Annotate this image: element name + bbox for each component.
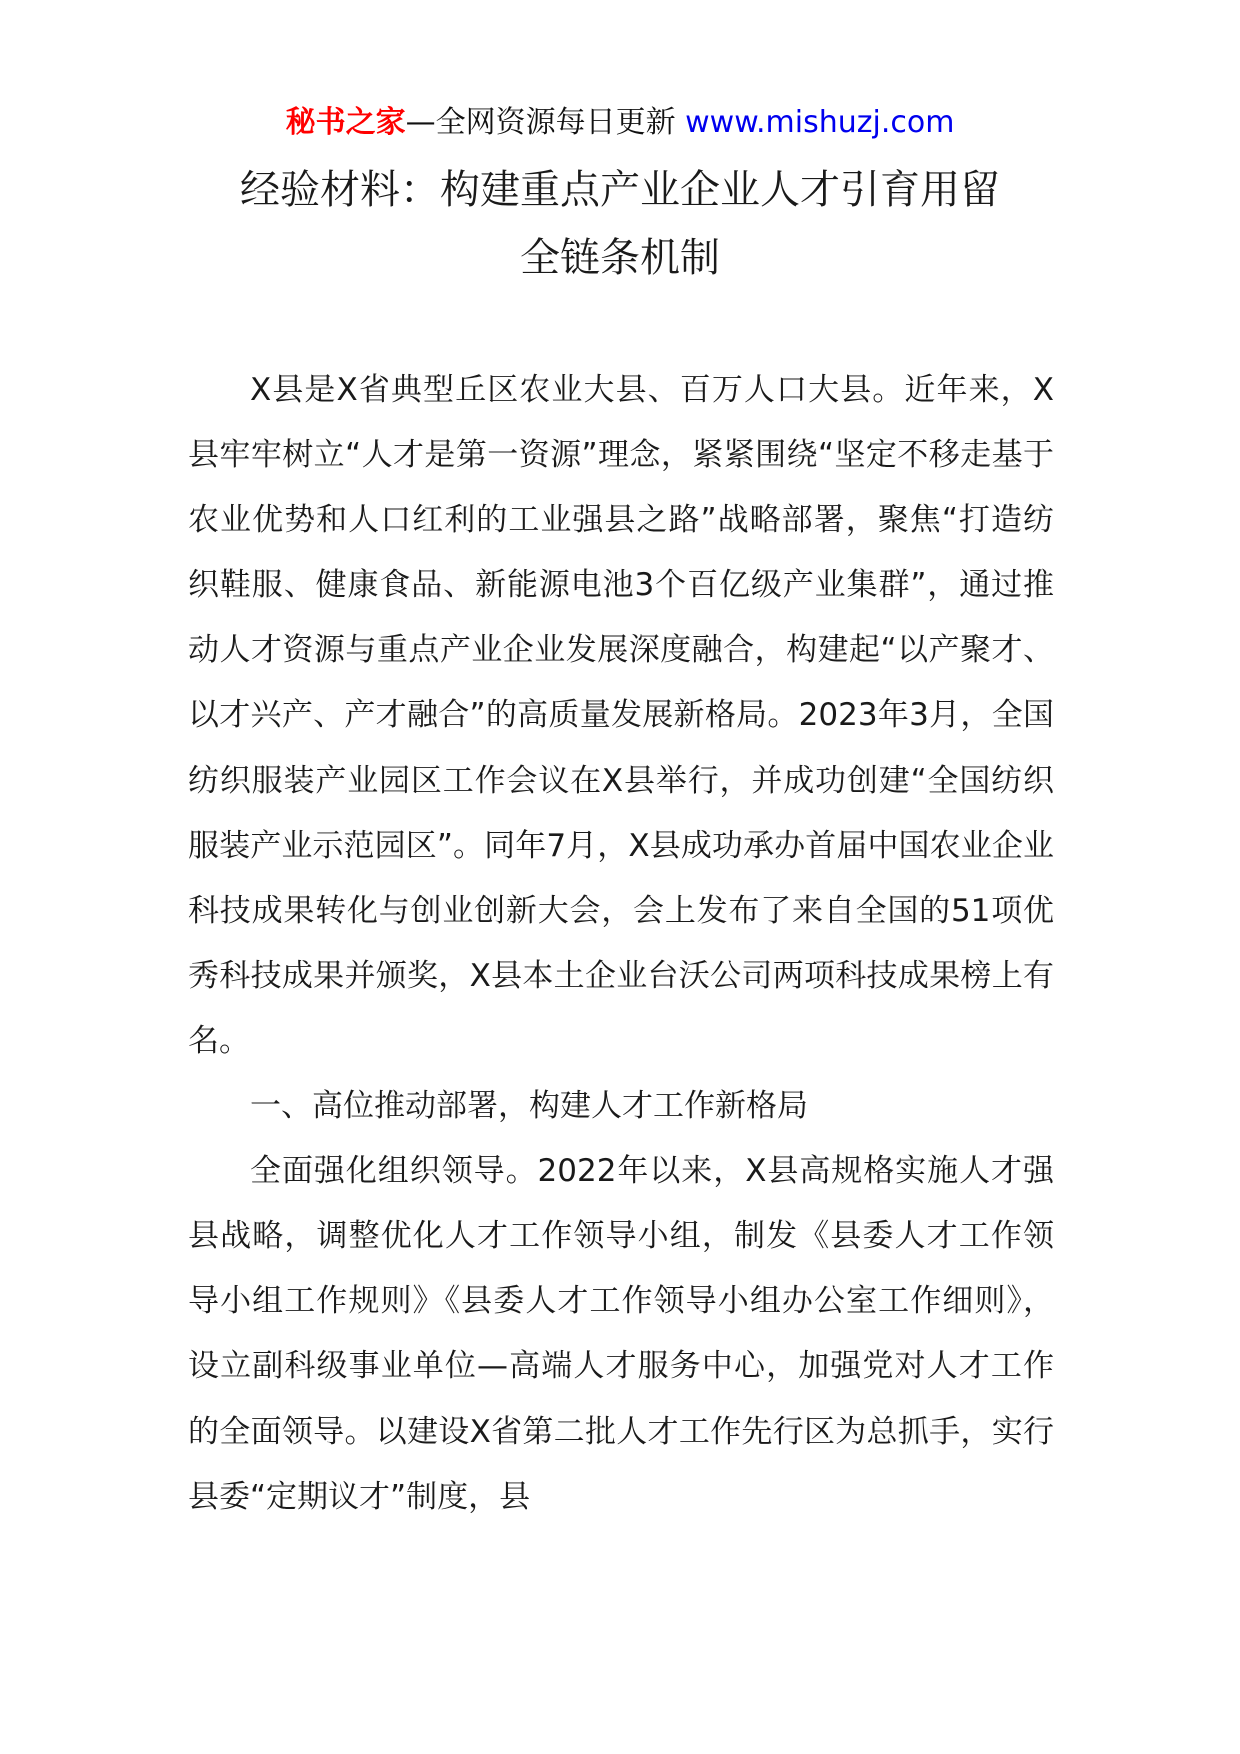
header-slogan: —全网资源每日更新 [405,105,676,140]
document-title-line-1: 经验材料：构建重点产业企业人才引育用留 [240,167,1000,213]
site-header [0,101,1240,145]
intro-paragraph: X县是X省典型丘区农业大县、百万人口大县。近年来，X县牢牢树立“人才是第一资源”理念，紧紧围绕“坚定不移走基于农业优势和人口红利的工业强县之路”战略部署，聚焦“打造纺织鞋服、健康食品、新能源电池3个百亿级产业集群”，通过推动人才资源与重点产业企业发展深度融合，构建起“以产聚才、以才兴产、产才融合”的高质量发展新格局。2023年3月，全国纺织服装产业园区工作会议在X县举行，并成功创建“全国纺织服装产业示范园区”。同年7月，X县成功承办首届中国农业企业科技成果转化与创业创新大会，会上发布了来自全国的51项优秀科技成果并颁奖，X县本土企业台沃公司两项科技成果榜上有名。 [188,372,1054,1059]
body-paragraph: 全面强化组织领导。2022年以来，X县高规格实施人才强县战略，调整优化人才工作领导小组，制发《县委人才工作领导小组工作规则》《县委人才工作领导小组办公室工作细则》，设立副科级事业单位—高端人才服务中心，加强党对人才工作的全面领导。以建设X省第二批人才工作先行区为总抓手，实行县委“定期议才”制度，县 [188,1153,1054,1515]
section-heading: 一、高位推动部署，构建人才工作新格局 [250,1088,808,1125]
brand-name: 秘书之家 [285,105,406,140]
document-title-line-2: 全链条机制 [520,235,720,281]
document-body [188,358,1054,1530]
site-url-link[interactable]: www.mishuzj.com [685,105,955,140]
